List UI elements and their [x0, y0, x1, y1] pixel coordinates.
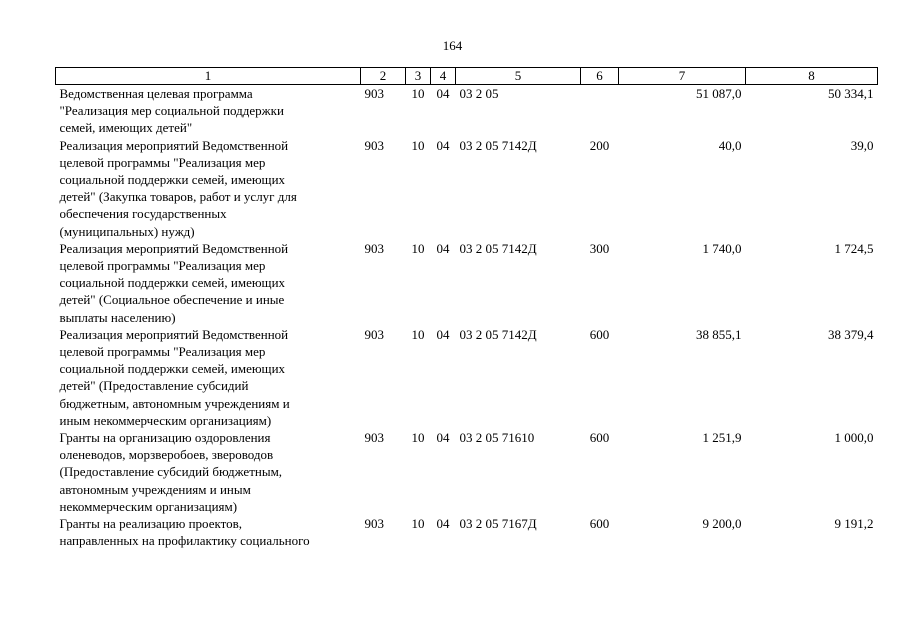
grbs-code: 903	[364, 430, 384, 446]
target-article-code: 03 2 05 7142Д	[459, 240, 537, 256]
target-article-code: 03 2 05	[459, 86, 499, 101]
item-name-line: (муниципальных) нужд)	[59, 223, 195, 239]
item-name	[56, 85, 361, 137]
subsection-code: 04	[436, 326, 450, 342]
budget-table	[55, 67, 878, 549]
item-name-line: иным некоммерческим организациям)	[59, 412, 272, 428]
item-name	[56, 429, 361, 515]
table-row	[56, 137, 878, 240]
item-name	[56, 137, 361, 240]
expense-type-code: 600	[589, 516, 610, 532]
target-article-code: 03 2 05 7167Д	[459, 516, 537, 532]
expense-type-code: 600	[589, 326, 610, 342]
table-header-row	[56, 68, 878, 85]
table-row	[56, 326, 878, 429]
subsection-code: 04	[436, 240, 450, 256]
subsection-code: 04	[436, 86, 450, 101]
column-header-4: 4	[431, 68, 456, 85]
grbs-code: 903	[364, 516, 384, 532]
column-header-2: 2	[361, 68, 406, 85]
table-row	[56, 429, 878, 515]
amount-col7: 51 087,0	[696, 86, 742, 101]
item-name-line: "Реализация мер социальной поддержки	[59, 103, 284, 119]
item-name-line: детей" (Социальное обеспечение и иные	[59, 292, 285, 308]
column-header-1: 1	[56, 68, 361, 85]
amount-col8: 38 379,4	[828, 326, 874, 342]
item-name-line: целевой программы "Реализация мер	[59, 258, 266, 274]
table-body	[56, 85, 878, 550]
target-article-code: 03 2 05 7142Д	[459, 137, 537, 153]
item-name	[56, 515, 361, 549]
amount-col7: 40,0	[718, 137, 742, 153]
amount-col8: 9 191,2	[834, 516, 874, 532]
item-name-line: целевой программы "Реализация мер	[59, 154, 266, 170]
item-name-line: социальной поддержки семей, имеющих	[59, 361, 286, 377]
amount-col7: 1 740,0	[702, 240, 742, 256]
grbs-code: 903	[364, 137, 384, 153]
item-name-line: автономным учреждениям и иным	[59, 481, 251, 497]
item-name-line: (Предоставление субсидий бюджетным,	[59, 464, 283, 480]
item-name	[56, 326, 361, 429]
table-row	[56, 515, 878, 549]
grbs-code: 903	[364, 240, 384, 256]
subsection-code: 04	[436, 137, 450, 153]
item-name-line: Реализация мероприятий Ведомственной	[59, 137, 289, 153]
item-name-line: некоммерческим организациям)	[59, 498, 238, 514]
section-code: 10	[411, 137, 425, 153]
item-name-line: детей" (Предоставление субсидий	[59, 378, 249, 394]
expense-type-code: 300	[589, 240, 610, 256]
subsection-code: 04	[436, 430, 450, 446]
item-name-line: Реализация мероприятий Ведомственной	[59, 240, 289, 256]
expense-type-code	[581, 85, 619, 137]
section-code: 10	[411, 516, 425, 532]
item-name-line: семей, имеющих детей"	[59, 120, 193, 136]
amount-col7: 1 251,9	[702, 430, 742, 446]
item-name-line: социальной поддержки семей, имеющих	[59, 275, 286, 291]
item-name-line: социальной поддержки семей, имеющих	[59, 172, 286, 188]
item-name-line: детей" (Закупка товаров, работ и услуг для	[59, 189, 297, 205]
table-row	[56, 240, 878, 326]
target-article-code: 03 2 05 7142Д	[459, 326, 537, 342]
grbs-code: 903	[364, 326, 384, 342]
table-row	[56, 85, 878, 137]
section-code: 10	[411, 430, 425, 446]
item-name-line: Гранты на реализацию проектов,	[59, 516, 243, 532]
column-header-7: 7	[619, 68, 746, 85]
column-header-8: 8	[746, 68, 878, 85]
amount-col7: 9 200,0	[702, 516, 742, 532]
amount-col8: 1 724,5	[834, 240, 874, 256]
item-name-line: Ведомственная целевая программа	[59, 86, 253, 101]
subsection-code: 04	[436, 516, 450, 532]
item-name-line: Гранты на организацию оздоровления	[59, 430, 271, 446]
column-header-6: 6	[581, 68, 619, 85]
item-name-line: обеспечения государственных	[59, 206, 227, 222]
amount-col8: 50 334,1	[828, 86, 874, 101]
amount-col8: 1 000,0	[834, 430, 874, 446]
item-name-line: направленных на профилактику социального	[59, 533, 310, 549]
item-name-line: целевой программы "Реализация мер	[59, 344, 266, 360]
amount-col8: 39,0	[850, 137, 874, 153]
section-code: 10	[411, 86, 425, 101]
section-code: 10	[411, 326, 425, 342]
grbs-code: 903	[364, 86, 384, 101]
column-header-3: 3	[406, 68, 431, 85]
item-name-line: Реализация мероприятий Ведомственной	[59, 326, 289, 342]
item-name-line: оленеводов, морзверобоев, звероводов	[59, 447, 274, 463]
item-name	[56, 240, 361, 326]
section-code: 10	[411, 240, 425, 256]
column-header-5: 5	[456, 68, 581, 85]
expense-type-code: 600	[589, 430, 610, 446]
item-name-line: бюджетным, автономным учреждениям и	[59, 395, 290, 411]
page-number: 164	[442, 38, 463, 53]
amount-col7: 38 855,1	[696, 326, 742, 342]
item-name-line: выплаты населению)	[59, 309, 176, 325]
expense-type-code: 200	[589, 137, 610, 153]
target-article-code: 03 2 05 71610	[459, 430, 535, 446]
